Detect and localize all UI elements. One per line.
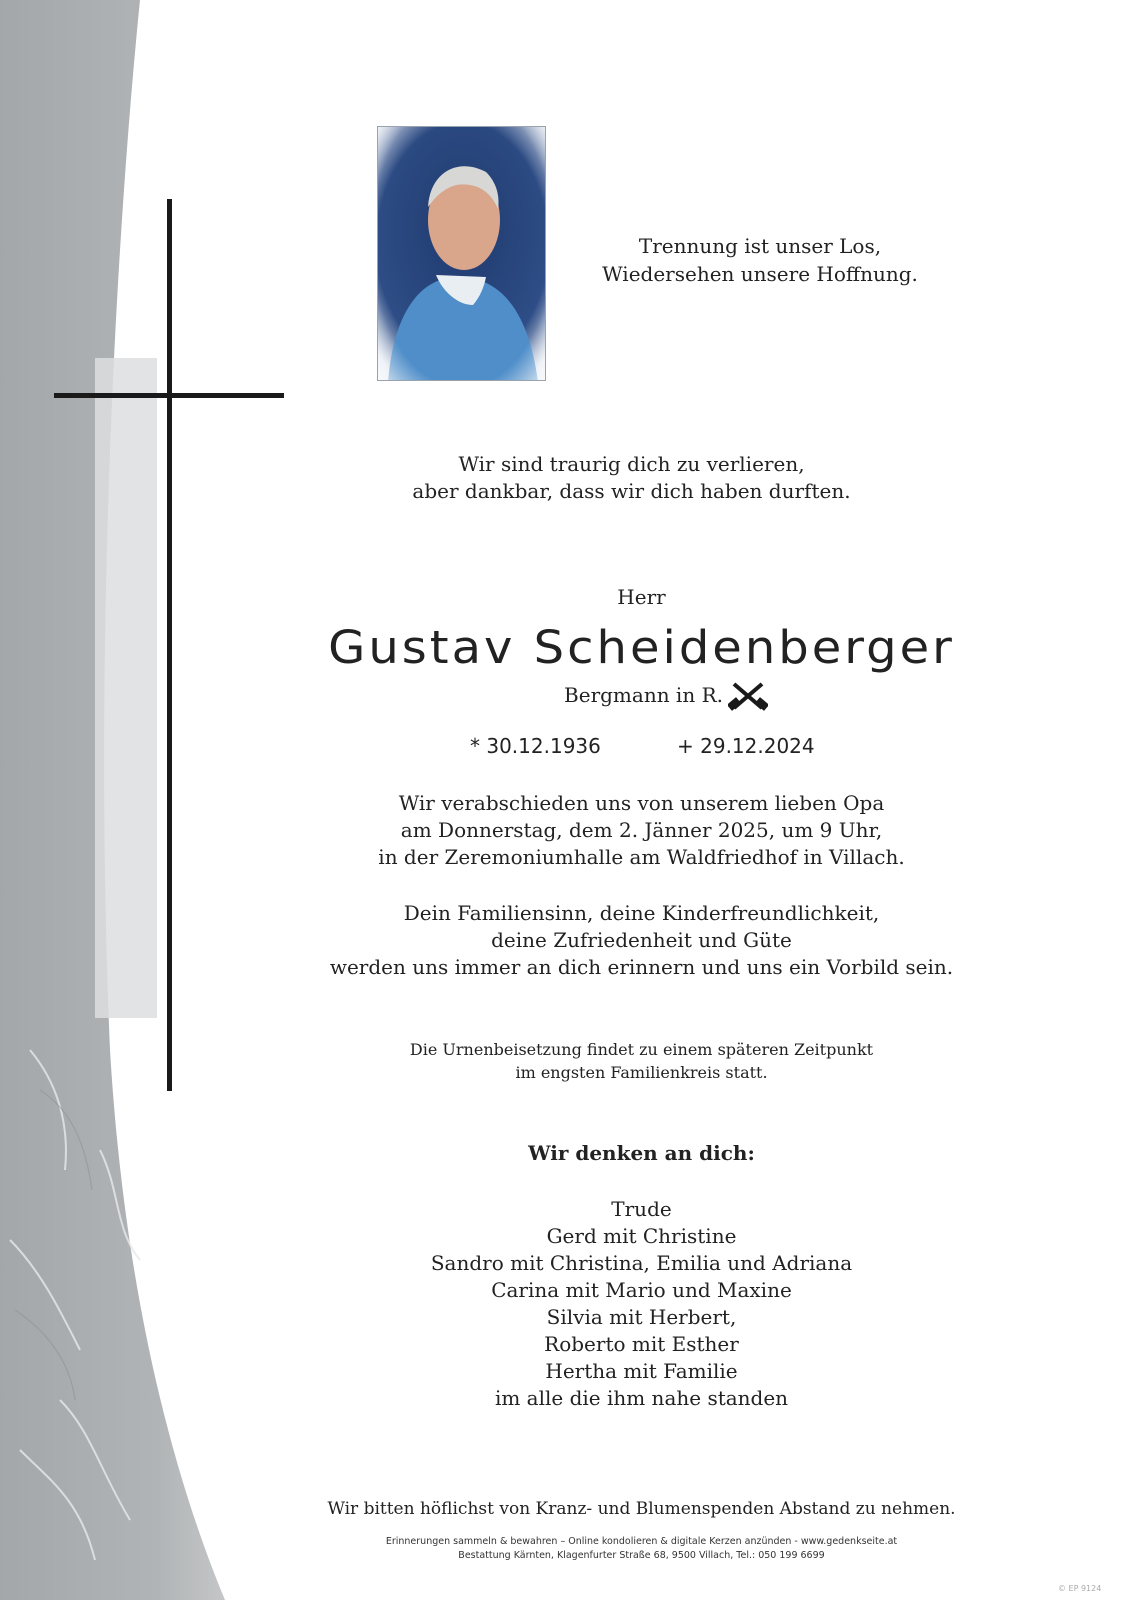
salutation: Herr [617, 585, 666, 609]
birth-date: * 30.12.1936 [470, 734, 601, 758]
donation-request: Wir bitten höflichst von Kranz- und Blumenspenden Abstand zu nehmen. [327, 1499, 956, 1519]
mourner-name: Carina mit Mario und Maxine [491, 1278, 792, 1302]
intro-line-2: aber dankbar, dass wir dich haben durften. [412, 479, 851, 503]
urn-notice-line-2: im engsten Familienkreis statt. [515, 1063, 768, 1082]
mourners-heading: Wir denken an dich: [528, 1141, 755, 1165]
ceremony-line-1: Wir verabschieden uns von unserem lieben Opa [398, 791, 885, 815]
ceremony-line-2: am Donnerstag, dem 2. Jänner 2025, um 9 Uhr, [400, 818, 883, 842]
urn-notice-line-1: Die Urnenbeisetzung findet zu einem späteren Zeitpunkt [409, 1040, 874, 1059]
footer-line-1: Erinnerungen sammeln & bewahren – Online kondolieren & digitale Kerzen anzünden - www.gedenkseite.at [385, 1536, 898, 1547]
mourner-name: Hertha mit Familie [545, 1359, 738, 1383]
death-date: + 29.12.2024 [677, 734, 815, 758]
mourner-name: Roberto mit Esther [544, 1332, 739, 1356]
mourner-name: Gerd mit Christine [546, 1224, 737, 1248]
ceremony-line-3: in der Zeremoniumhalle am Waldfriedhof in Villach. [378, 845, 905, 869]
tribute-line-3: werden uns immer an dich erinnern und uns ein Vorbild sein. [329, 955, 954, 979]
motto-line-1: Trennung ist unser Los, [638, 234, 882, 258]
footer-line-2: Bestattung Kärnten, Klagenfurter Straße 68, 9500 Villach, Tel.: 050 199 6699 [458, 1550, 825, 1561]
crossed-hammers-icon [728, 680, 768, 712]
tribute-line-2: deine Zufriedenheit und Güte [491, 928, 792, 952]
occupation: Bergmann in R. [564, 683, 723, 707]
mourner-name: Trude [611, 1197, 672, 1221]
tribute-line-1: Dein Familiensinn, deine Kinderfreundlichkeit, [403, 901, 880, 925]
motto-line-2: Wiedersehen unsere Hoffnung. [602, 262, 918, 286]
cross-horizontal-bar [54, 393, 284, 398]
mourner-name: im alle die ihm nahe standen [494, 1386, 789, 1410]
portrait-photo [377, 126, 546, 381]
mourner-name: Silvia mit Herbert, [546, 1305, 737, 1329]
imprint-code: © EP 9124 [1058, 1584, 1102, 1593]
deceased-name: Gustav Scheidenberger [328, 621, 955, 675]
mourner-name: Sandro mit Christina, Emilia und Adriana [430, 1251, 853, 1275]
intro-line-1: Wir sind traurig dich zu verlieren, [458, 452, 805, 476]
